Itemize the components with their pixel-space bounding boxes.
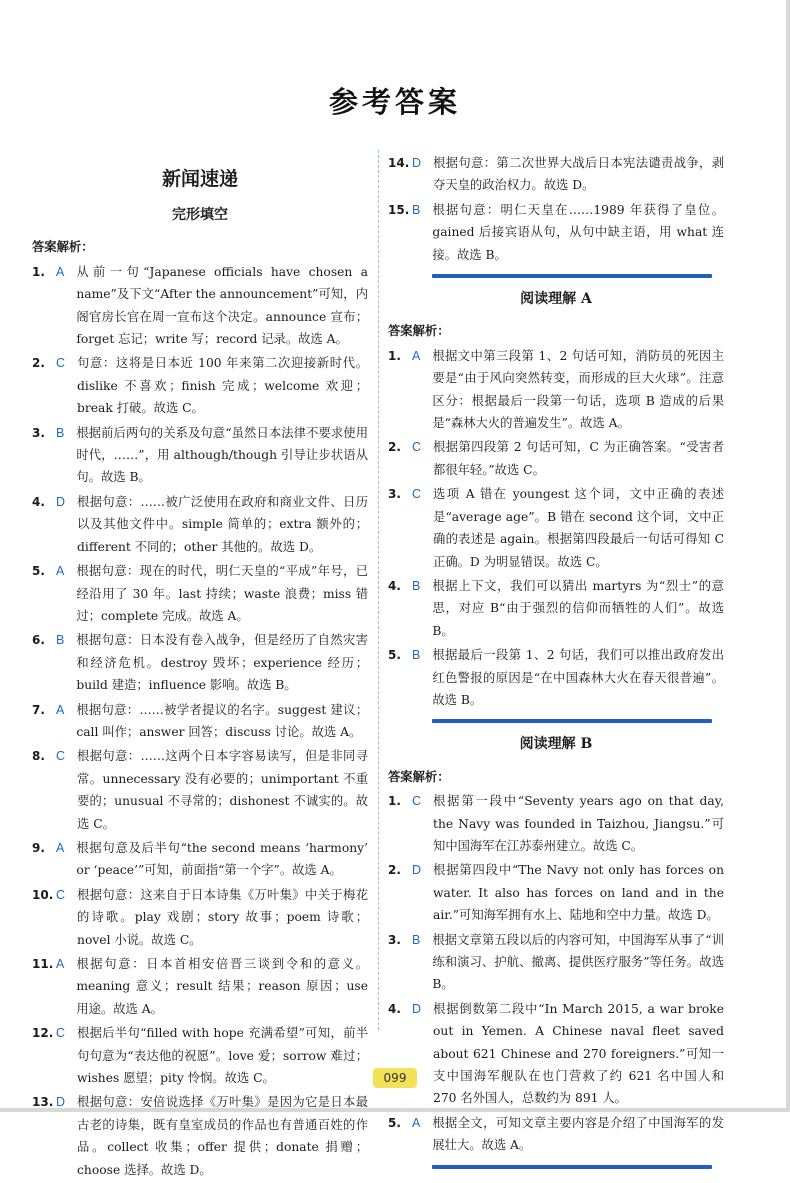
section-title: 新闻速递 bbox=[161, 168, 238, 190]
question-number: 13. bbox=[32, 1095, 54, 1110]
answer-explanation: 从前一句“Japanese officials have chosen a name”及下文“After the announcement”可知，内阁官房长官在周一宣布这个决定。announce 宣布；forget 忘记；write 写；record 记录。故选 A。 bbox=[76, 264, 368, 347]
answer-letter: C bbox=[56, 1026, 66, 1041]
answer-explanation: 根据最后一段第 1、2 句话，我们可以推出政府发出红色警报的原因是“在中国森林大火在春天很普遍”。故选 B。 bbox=[432, 648, 724, 707]
answer-explanation: 根据句意：安倍说选择《万叶集》是因为它是日本最古老的诗集，既有皇室成员的作品也有普通百姓的作品。collect 收集；offer 提供；donate 捐赠；choose 选择。故选 D。 bbox=[77, 1095, 368, 1177]
question-number: 11. bbox=[32, 957, 54, 971]
question-number: 5. bbox=[388, 648, 401, 663]
answer-letter: D bbox=[412, 863, 422, 878]
subsection-title-reading-a: 阅读理解 A bbox=[520, 291, 592, 308]
question-number: 10. bbox=[32, 887, 54, 902]
answer-explanation: 根据上下文，我们可以猜出 martyrs 为“烈士”的意思，对应 B“由于强烈的信仰而牺牲的人们”。故选 B。 bbox=[432, 578, 724, 638]
question-number: 2. bbox=[388, 440, 401, 455]
answer-item bbox=[388, 345, 724, 435]
answer-explanation: 根据句意及后半句“the second means ‘harmony’ or ‘peace’”可知，前面指“第一个字”。故选 A。 bbox=[76, 840, 368, 878]
answer-letter: C bbox=[56, 356, 66, 371]
question-number: 1. bbox=[388, 794, 401, 809]
question-number: 5. bbox=[388, 1115, 401, 1130]
answer-item bbox=[388, 199, 724, 266]
cloze-answer-list-continued bbox=[388, 152, 724, 266]
question-number: 7. bbox=[32, 702, 45, 717]
answer-letter: A bbox=[56, 957, 65, 971]
answer-item bbox=[32, 884, 368, 951]
answer-item bbox=[32, 953, 368, 1020]
question-number: 5. bbox=[32, 564, 45, 579]
answer-item bbox=[32, 629, 368, 696]
answer-letter: B bbox=[412, 202, 421, 217]
answer-explanation: 根据第一段中“Seventy years ago on that day, the Navy was founded in Taizhou, Jiangsu.”可知中国海军在江苏泰州建立。故选 C。 bbox=[433, 794, 724, 853]
answer-letter: D bbox=[412, 1001, 422, 1016]
answer-label: 答案解析： bbox=[388, 323, 450, 339]
question-number: 6. bbox=[32, 633, 45, 648]
answer-item bbox=[388, 859, 724, 926]
answer-label: 答案解析： bbox=[32, 239, 94, 255]
answer-explanation: 选项 A 错在 youngest 这个词，文中正确的表述是“average age”。B 错在 second 这个词，文中正确的表述是 again。根据第四段最后一句话可得知 C 正确。D 为明显错误。故选 C。 bbox=[433, 487, 724, 569]
answer-explanation: 根据全文，可知文章主要内容是介绍了中国海军的发展壮大。故选 A。 bbox=[432, 1115, 724, 1153]
answer-explanation: 根据句意：……被学者提议的名字。suggest 建议；call 叫作；answer 回答；discuss 讨论。故选 A。 bbox=[76, 702, 368, 739]
answer-explanation: 根据前后两句的关系及句意“虽然日本法律不要求使用时代，……”，用 although/though 引导让步状语从句。故选 B。 bbox=[76, 425, 368, 485]
answer-item bbox=[388, 1112, 724, 1157]
section-rule bbox=[432, 1165, 712, 1169]
answer-item bbox=[388, 790, 724, 857]
subsection-title-reading-b: 阅读理解 B bbox=[519, 736, 593, 753]
answer-explanation: 根据第四段第 2 句话可知，C 为正确答案。“受害者都很年轻。”故选 C。 bbox=[433, 440, 724, 477]
answer-explanation: 根据文章第五段以后的内容可知，中国海军从事了“训练和演习、护航、撤离、提供医疗服务”等任务。故选 B。 bbox=[432, 932, 724, 992]
question-number: 8. bbox=[32, 749, 45, 764]
answer-explanation: 根据句意：日本没有卷入战争，但是经历了自然灾害和经济危机。destroy 毁坏；experience 经历；build 建造；influence 影响。故选 B。 bbox=[76, 633, 368, 693]
answer-item bbox=[32, 422, 368, 489]
answer-letter: B bbox=[56, 425, 65, 440]
answer-letter: C bbox=[56, 749, 66, 764]
question-number: 2. bbox=[32, 356, 45, 371]
question-number: 1. bbox=[388, 348, 401, 363]
question-number: 3. bbox=[32, 425, 45, 440]
answer-letter: D bbox=[56, 1095, 66, 1110]
question-number: 1. bbox=[32, 264, 45, 279]
reading-a-answer-list bbox=[388, 345, 724, 712]
answer-label: 答案解析： bbox=[388, 768, 450, 784]
answer-explanation: 根据句意：现在的时代，明仁天皇的“平成”年号，已经沿用了 30 年。last 持续；waste 浪费；miss 错过；complete 完成。故选 A。 bbox=[76, 564, 368, 623]
question-number: 3. bbox=[388, 487, 401, 502]
answer-item bbox=[388, 998, 724, 1110]
answer-item bbox=[32, 491, 368, 558]
section-rule bbox=[432, 719, 712, 723]
answer-item bbox=[32, 352, 368, 419]
subsection-title-cloze: 完形填空 bbox=[172, 207, 228, 223]
question-number: 9. bbox=[32, 840, 45, 855]
question-number: 4. bbox=[32, 494, 45, 509]
question-number: 12. bbox=[32, 1026, 54, 1041]
question-number: 14. bbox=[388, 156, 410, 170]
answer-explanation: 根据第四段中“The Navy not only has forces on water. It also has forces on land and in the air.”可知海军拥有水上、陆地和空中力量。故选 D。 bbox=[433, 863, 724, 923]
answer-letter: A bbox=[56, 840, 65, 855]
answer-letter: A bbox=[56, 564, 65, 579]
reading-b-answer-list bbox=[388, 790, 724, 1157]
answer-item bbox=[388, 436, 724, 481]
answer-item bbox=[388, 152, 724, 197]
answer-item bbox=[32, 699, 368, 744]
question-number: 3. bbox=[388, 932, 401, 947]
right-column bbox=[388, 150, 724, 1179]
answer-explanation: 根据句意：第二次世界大战后日本宪法谴责战争，剥夺天皇的政治权力。故选 D。 bbox=[433, 156, 724, 193]
answer-letter: B bbox=[56, 633, 65, 648]
answer-item bbox=[388, 644, 724, 711]
answer-item bbox=[32, 837, 368, 882]
column-divider bbox=[378, 150, 379, 1030]
answer-letter: C bbox=[56, 887, 66, 902]
left-column bbox=[32, 160, 368, 1183]
answer-letter: C bbox=[412, 440, 422, 455]
page-number: 099 bbox=[373, 1068, 417, 1088]
question-number: 15. bbox=[388, 202, 410, 217]
answer-item bbox=[32, 560, 368, 627]
answer-letter: A bbox=[412, 348, 421, 363]
answer-item bbox=[32, 261, 368, 351]
answer-explanation: 根据句意：明仁天皇在……1989 年获得了皇位。gained 后接宾语从句，从句中缺主语，用 what 连接。故选 B。 bbox=[432, 202, 724, 262]
answer-explanation: 根据句意：这来自于日本诗集《万叶集》中关于梅花的诗歌。play 戏剧；story 故事；poem 诗歌；novel 小说。故选 C。 bbox=[77, 887, 368, 947]
answer-explanation: 根据后半句“filled with hope 充满希望”可知，前半句句意为“表达他的祝愿”。love 爱；sorrow 难过；wishes 愿望；pity 怜悯。故选 C。 bbox=[77, 1026, 368, 1086]
question-number: 4. bbox=[388, 578, 401, 593]
answer-explanation: 根据句意：……这两个日本字容易读写，但是非同寻常。unnecessary 没有必要的；unimportant 不重要的；unusual 不寻常的；dishonest 不诚实的。故选 C。 bbox=[77, 749, 368, 831]
answer-letter: B bbox=[412, 932, 421, 947]
answer-letter: C bbox=[412, 794, 422, 809]
answer-item bbox=[388, 483, 724, 573]
page-edge-right bbox=[786, 0, 790, 1112]
page-title: 参考答案 bbox=[328, 85, 461, 119]
answer-explanation: 根据倒数第二段中“In March 2015, a war broke out in Yemen. A Chinese naval fleet saved about 621 Chinese and 270 foreigners.”可知一支中国海军舰队在也门营救了约 621 名中国人和 270 名外国人，总数约为 891 人。 bbox=[433, 1001, 724, 1106]
answer-letter: A bbox=[412, 1115, 421, 1130]
answer-item bbox=[388, 575, 724, 642]
answer-letter: D bbox=[56, 494, 66, 509]
answer-letter: A bbox=[56, 264, 65, 279]
answer-letter: B bbox=[412, 578, 421, 593]
answer-letter: B bbox=[412, 648, 421, 663]
section-rule bbox=[432, 274, 712, 278]
answer-explanation: 根据句意：日本首相安倍晋三谈到令和的意义。meaning 意义；result 结果；reason 原因；use 用途。故选 A。 bbox=[76, 957, 368, 1016]
answer-explanation: 根据句意：……被广泛使用在政府和商业文件、日历以及其他文件中。simple 简单的；extra 额外的；different 不同的；other 其他的。故选 D。 bbox=[77, 494, 368, 554]
answer-item bbox=[388, 929, 724, 996]
answer-item bbox=[32, 1091, 368, 1181]
answer-item bbox=[32, 745, 368, 835]
answer-letter: D bbox=[412, 156, 422, 170]
answer-item bbox=[32, 1022, 368, 1089]
cloze-answer-list bbox=[32, 261, 368, 1181]
answer-letter: C bbox=[412, 487, 422, 502]
answer-explanation: 句意：这将是日本近 100 年来第二次迎接新时代。dislike 不喜欢；finish 完成；welcome 欢迎；break 打破。故选 C。 bbox=[77, 356, 368, 416]
question-number: 2. bbox=[388, 863, 401, 878]
answer-letter: A bbox=[56, 702, 65, 717]
answer-explanation: 根据文中第三段第 1、2 句话可知，消防员的死因主要是“由于风向突然转变，而形成的巨大火球”。注意区分：根据最后一段第一句话，选项 B 造成的后果是“森林大火的普遍发生”。故选 A。 bbox=[432, 348, 724, 431]
question-number: 4. bbox=[388, 1001, 401, 1016]
